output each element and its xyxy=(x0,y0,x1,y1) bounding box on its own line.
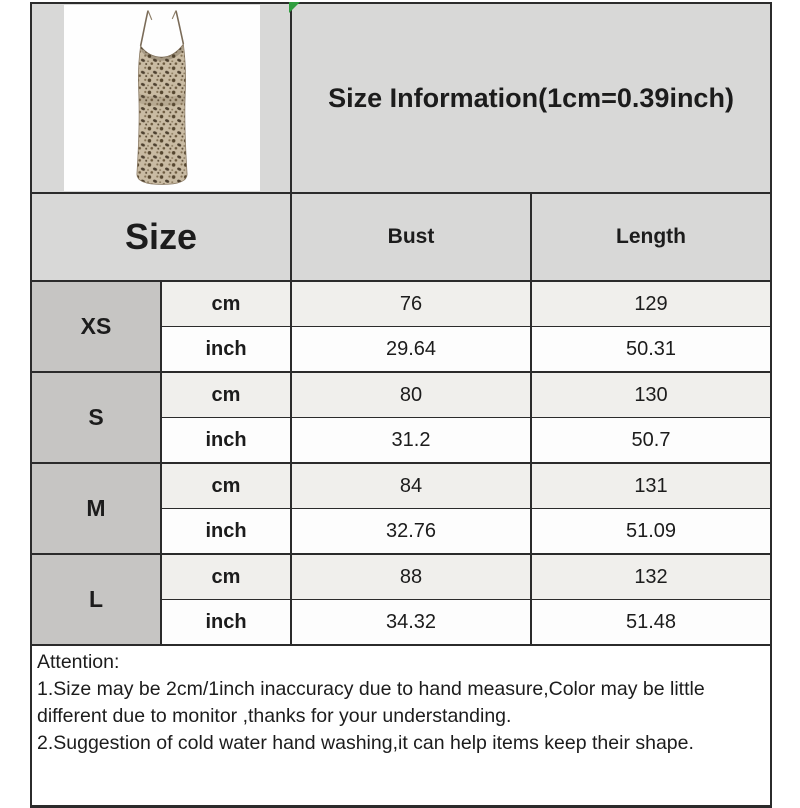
size-label-s: S xyxy=(31,372,161,463)
row-m-cm xyxy=(31,463,771,509)
size-label-l: L xyxy=(31,554,161,645)
m-length-cm-value: 131 xyxy=(531,463,771,509)
leopard-dress-image xyxy=(104,5,220,191)
top-row xyxy=(31,3,771,193)
product-photo-frame xyxy=(64,5,260,191)
xs-bust-inch-value: 29.64 xyxy=(291,327,531,373)
product-image-cell xyxy=(31,3,291,193)
size-chart-sheet xyxy=(30,2,770,808)
size-label-m: M xyxy=(31,463,161,554)
col-header-length: Length xyxy=(531,193,771,281)
s-length-inch-value: 50.7 xyxy=(531,418,771,464)
size-chart-table xyxy=(30,2,772,808)
size-label-xs: XS xyxy=(31,281,161,372)
attention-note-1: 1.Size may be 2cm/1inch inaccuracy due to hand measure,Color may be little different due to monitor ,thanks for your understanding. xyxy=(37,678,705,727)
s-bust-inch-value: 31.2 xyxy=(291,418,531,464)
green-corner-flag-icon xyxy=(289,2,300,13)
unit-label-inch: inch xyxy=(161,600,291,646)
attention-row xyxy=(31,645,771,807)
m-bust-inch-value: 32.76 xyxy=(291,509,531,555)
m-bust-cm-value: 84 xyxy=(291,463,531,509)
unit-label-cm: cm xyxy=(161,554,291,600)
xs-length-cm-value: 129 xyxy=(531,281,771,327)
unit-label-cm: cm xyxy=(161,372,291,418)
size-information-title: Size Information(1cm=0.39inch) xyxy=(291,3,771,193)
col-header-size: Size xyxy=(31,193,291,281)
col-header-bust: Bust xyxy=(291,193,531,281)
attention-note-2: 2.Suggestion of cold water hand washing,it can help items keep their shape. xyxy=(37,732,694,754)
unit-label-cm: cm xyxy=(161,463,291,509)
l-bust-inch-value: 34.32 xyxy=(291,600,531,646)
attention-heading: Attention: xyxy=(37,651,120,673)
xs-length-inch-value: 50.31 xyxy=(531,327,771,373)
unit-label-inch: inch xyxy=(161,327,291,373)
unit-label-cm: cm xyxy=(161,281,291,327)
l-bust-cm-value: 88 xyxy=(291,554,531,600)
l-length-inch-value: 51.48 xyxy=(531,600,771,646)
attention-section xyxy=(31,645,771,807)
s-bust-cm-value: 80 xyxy=(291,372,531,418)
header-row xyxy=(31,193,771,281)
unit-label-inch: inch xyxy=(161,509,291,555)
row-l-cm xyxy=(31,554,771,600)
m-length-inch-value: 51.09 xyxy=(531,509,771,555)
row-s-cm xyxy=(31,372,771,418)
unit-label-inch: inch xyxy=(161,418,291,464)
l-length-cm-value: 132 xyxy=(531,554,771,600)
row-xs-cm xyxy=(31,281,771,327)
xs-bust-cm-value: 76 xyxy=(291,281,531,327)
s-length-cm-value: 130 xyxy=(531,372,771,418)
